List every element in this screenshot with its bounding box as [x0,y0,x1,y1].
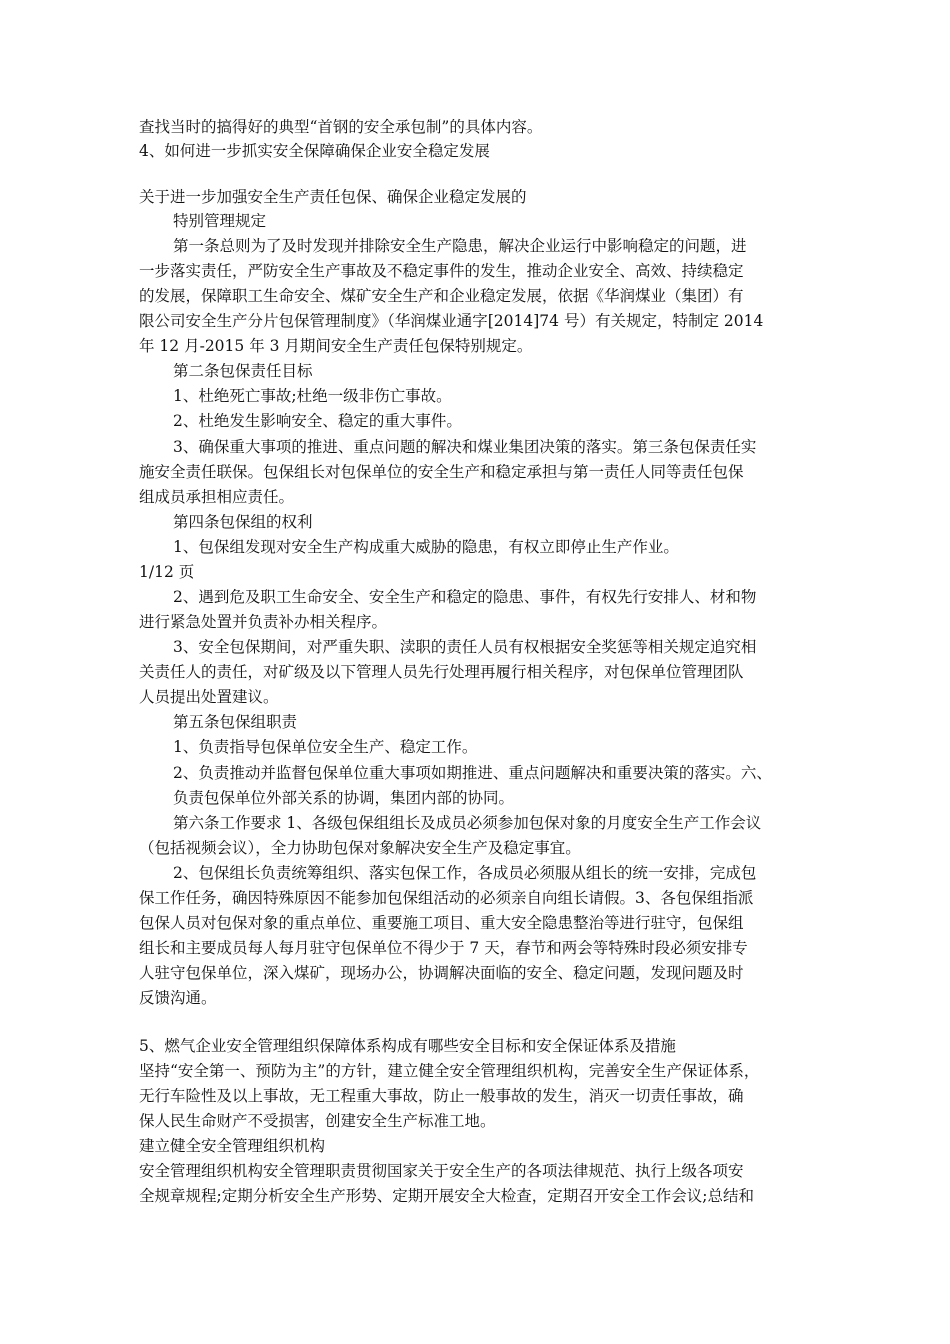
text-line: 第一条总则为了及时发现并排除安全生产隐患，解决企业运行中影响稳定的问题，进 [173,237,747,255]
text-line: 进行紧急处置并负责补办相关程序。 [139,613,388,631]
text-line: （包括视频会议），全力协助包保对象解决安全生产及稳定事宜。 [139,839,581,857]
text-line: 负责包保单位外部关系的协调，集团内部的协同。 [173,789,515,807]
text-line: 关于进一步加强安全生产责任包保、确保企业稳定发展的 [139,188,527,206]
text-line: 年 12 月-2015 年 3 月期间安全生产责任包保特别规定。 [139,337,533,355]
text-line: 2、遇到危及职工生命安全、安全生产和稳定的隐患、事件，有权先行安排人、材和物 [173,588,757,606]
text-line: 1、包保组发现对安全生产构成重大威胁的隐患，有权立即停止生产作业。 [173,538,679,556]
text-line: 安全管理组织机构安全管理职责贯彻国家关于安全生产的各项法律规范、执行上级各项安 [139,1162,744,1180]
text-line: 全规章规程;定期分析安全生产形势、定期开展安全大检查，定期召开安全工作会议;总结和 [139,1187,754,1205]
text-line: 人员提出处置建议。 [139,688,279,706]
text-line: 2、包保组长负责统筹组织、落实包保工作，各成员必须服从组长的统一安排，完成包 [173,864,757,882]
text-line: 保工作任务，确因特殊原因不能参加包保组活动的必须亲自向组长请假。3、各包保组指派 [139,889,754,907]
text-line: 组长和主要成员每人每月驻守包保单位不得少于 7 天，春节和两会等特殊时段必须安排专 [139,939,748,957]
text-line: 限公司安全生产分片包保管理制度》（华润煤业通字[2014]74 号）有关规定，特制定 2014 [139,312,764,330]
text-line: 特别管理规定 [173,212,267,230]
text-line: 建立健全安全管理组织机构 [139,1137,326,1155]
text-line: 的发展，保障职工生命安全、煤矿安全生产和企业稳定发展，依据《华润煤业（集团）有 [139,287,744,305]
text-line: 第二条包保责任目标 [173,362,313,380]
text-line: 人驻守包保单位，深入煤矿，现场办公，协调解决面临的安全、稳定问题，发现问题及时 [139,964,744,982]
text-line: 包保人员对包保对象的重点单位、重要施工项目、重大安全隐患整治等进行驻守，包保组 [139,914,744,932]
text-line: 第四条包保组的权利 [173,513,313,531]
text-line: 第五条包保组职责 [173,713,298,731]
text-line: 3、确保重大事项的推进、重点问题的解决和煤业集团决策的落实。第三条包保责任实 [173,438,757,456]
text-line: 4、如何进一步抓实安全保障确保企业安全稳定发展 [139,142,490,160]
text-line: 施安全责任联保。包保组长对包保单位的安全生产和稳定承担与第一责任人同等责任包保 [139,463,744,481]
text-line: 3、安全包保期间，对严重失职、渎职的责任人员有权根据安全奖惩等相关规定追究相 [173,638,757,656]
text-line: 第六条工作要求 1、各级包保组组长及成员必须参加包保对象的月度安全生产工作会议 [173,814,762,832]
text-line: 反馈沟通。 [139,989,217,1007]
text-line: 2、杜绝发生影响安全、稳定的重大事件。 [173,412,462,430]
page-number: 1/12 页 [139,563,195,581]
text-line: 查找当时的搞得好的典型“首钢的安全承包制”的具体内容。 [139,118,543,136]
text-line: 1、负责指导包保单位安全生产、稳定工作。 [173,738,478,756]
text-line: 无行车险性及以上事故，无工程重大事故，防止一般事故的发生，消灭一切责任事故，确 [139,1087,744,1105]
text-line: 组成员承担相应责任。 [139,488,295,506]
text-line: 坚持“安全第一、预防为主”的方针，建立健全安全管理组织机构，完善安全生产保证体系， [139,1062,760,1080]
text-line: 关责任人的责任，对矿级及以下管理人员先行处理再履行相关程序，对包保单位管理团队 [139,663,744,681]
section-heading: 5、燃气企业安全管理组织保障体系构成有哪些安全目标和安全保证体系及措施 [139,1037,676,1055]
text-line: 保人民生命财产不受损害，创建安全生产标准工地。 [139,1112,496,1130]
text-line: 1、杜绝死亡事故;杜绝一级非伤亡事故。 [173,387,452,405]
text-line: 一步落实责任，严防安全生产事故及不稳定事件的发生，推动企业安全、高效、持续稳定 [139,262,744,280]
text-line: 2、负责推动并监督包保单位重大事项如期推进、重点问题解决和重要决策的落实。六、 [173,764,772,782]
